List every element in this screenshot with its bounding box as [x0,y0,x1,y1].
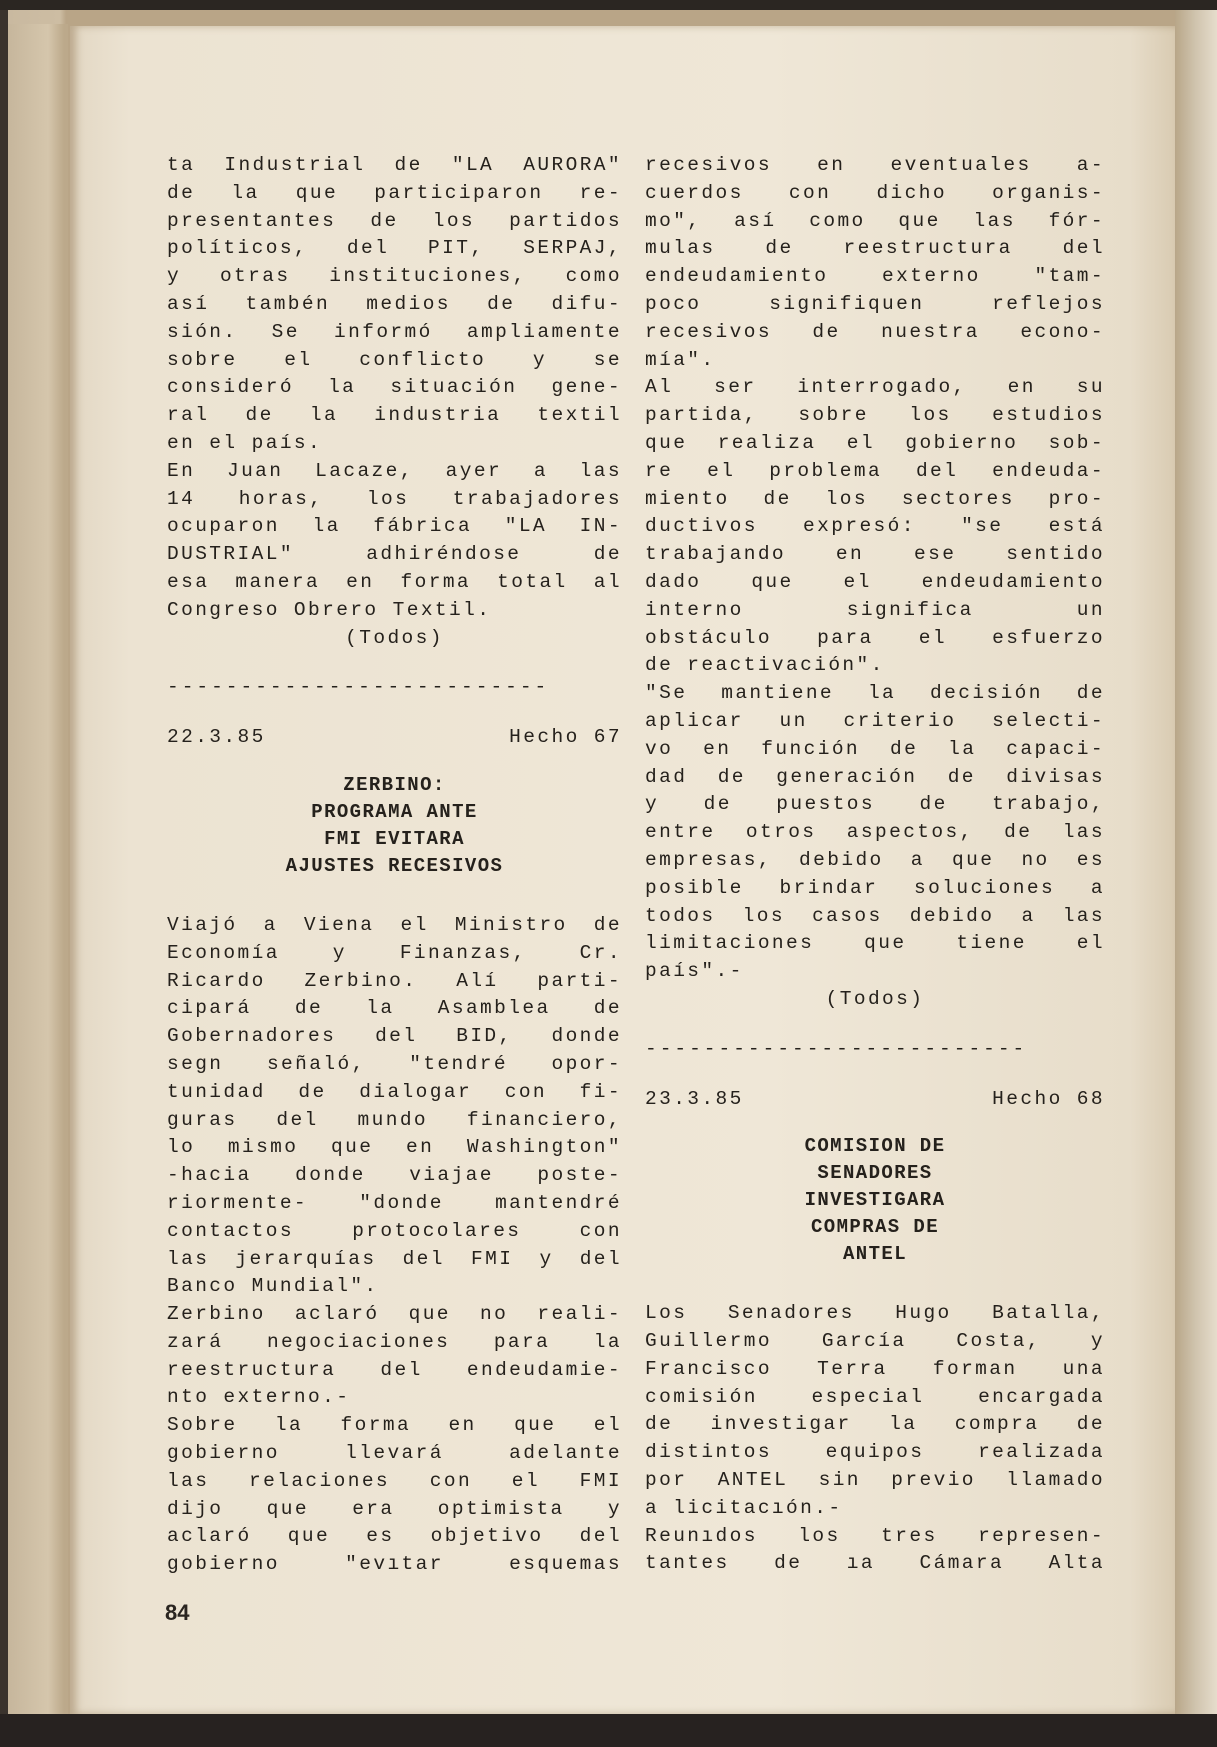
left-column [167,152,622,1579]
text-line: Economía y Finanzas, Cr. [167,941,622,964]
text-line: dijo que era optimista y [167,1497,622,1520]
headline-line: COMPRAS DE [810,1216,940,1239]
paragraph-senadores [645,1300,1105,1522]
divider: -------------------------- [167,676,550,699]
entry-header [645,1086,1105,1114]
text-line: que realiza el gobierno sob- [645,431,1105,454]
text-line: todos los casos debido a las [645,904,1105,927]
text-line: poco signifiquen reflejos [645,292,1105,315]
entry-header [167,724,622,752]
text-line: Congreso Obrero Textil. [167,598,492,621]
text-line: 14 horas, los trabajadores [167,487,622,510]
text-line: segn señaló, "tendré opor- [167,1052,622,1075]
text-line: dado que el endeudamiento [645,570,1105,593]
text-line: guras del mundo financiero, [167,1108,622,1131]
text-line: políticos, del PIT, SERPAJ, [167,237,622,260]
right-column [645,152,1105,1578]
text-line: mía". [645,348,716,371]
text-line: Francisco Terra forman una [645,1357,1105,1380]
paragraph-interrogado [645,374,1105,680]
text-line: reestructura del endeudamie- [167,1358,622,1381]
page-left-edge [8,24,68,1714]
text-line: tantes de ıa Cámara Alta [645,1552,1105,1575]
text-line: posible brindar soluciones a [645,876,1105,899]
text-line: aplicar un criterio selecti- [645,709,1105,732]
text-line: Viajó a Viena el Ministro de [167,913,622,936]
paragraph-fmi [167,1412,622,1579]
text-line: riormente- "donde mantendré [167,1191,622,1214]
headline-line: ANTEL [842,1243,907,1266]
text-line: consideró la situación gene- [167,376,622,399]
paragraph-lacaze [167,458,622,625]
text-line: de reactivación". [645,654,885,677]
paragraph-aurora [167,152,622,458]
text-line: distintos equipos realizada [645,1441,1105,1464]
text-line: de la que participaron re- [167,181,622,204]
headline-line: PROGRAMA ANTE [311,800,478,823]
text-line: miento de los sectores pro- [645,487,1105,510]
text-line: recesivos en eventuales a- [645,154,1105,176]
text-line: cipará de la Asamblea de [167,997,622,1020]
text-line: entre otros aspectos, de las [645,821,1105,844]
article-headline [645,1133,1105,1268]
headline-line: ZERBINO: [343,773,446,796]
text-line: re el problema del endeuda- [645,459,1105,482]
headline-line: COMISION DE [804,1135,946,1158]
text-line: mulas de reestructura del [645,237,1105,260]
text-line: las relaciones con el FMI [167,1469,622,1492]
text-line: país".- [645,960,744,983]
text-line: recesivos de nuestra econo- [645,320,1105,343]
text-line: "Se mantiene la decisión de [645,682,1105,705]
signature-todos: (Todos) [825,987,925,1010]
text-line: en el país. [167,431,323,454]
text-line: En Juan Lacaze, ayer a las [167,459,622,482]
text-line: aclaró que es objetivo del [167,1525,622,1548]
text-line: tunidad de dialogar con fi- [167,1080,622,1103]
text-line: contactos protocolares con [167,1219,622,1242]
article-headline [167,772,622,880]
text-line: comisión especial encargada [645,1385,1105,1408]
page-right-edge [1175,10,1217,1747]
text-line: lo mismo que en Washington" [167,1136,622,1159]
text-line: interno significa un [645,598,1105,621]
text-line: ta Industrial de "LA AURORA" [167,154,622,176]
paragraph-criterio [645,680,1105,986]
paragraph-negociaciones [167,1301,622,1412]
entry-date: 22.3.85 [167,726,266,749]
text-line: Guillermo García Costa, y [645,1330,1105,1353]
headline-line: AJUSTES RECESIVOS [285,854,504,877]
paragraph-recesivos [645,152,1105,374]
text-line: ocuparon la fábrica "LA IN- [167,515,622,538]
entry-number: Hecho 68 [992,1087,1105,1110]
text-line: Sobre la forma en que el [167,1414,622,1437]
text-line: y de puestos de trabajo, [645,793,1105,816]
text-line: cuerdos con dicho organis- [645,181,1105,204]
text-line: trabajando en ese sentido [645,543,1105,566]
text-line: -hacia donde viajae poste- [167,1164,622,1187]
text-line: DUSTRIAL" adhiréndose de [167,543,622,566]
text-line: por ANTEL sin previo llamado [645,1469,1105,1492]
text-line: Reunıdos los tres represen- [645,1524,1105,1547]
text-line: Al ser interrogado, en su [645,376,1105,399]
text-line: ral de la industria textil [167,404,622,427]
text-line: Zerbino aclaró que no reali- [167,1303,622,1326]
signature-todos: (Todos) [345,626,444,649]
page-number: 84 [165,1600,190,1625]
text-line: partida, sobre los estudios [645,404,1105,427]
text-line: sobre el conflicto y se [167,348,622,371]
paragraph-viena [167,912,622,1301]
text-line: las jerarquías del FMI y del [167,1247,622,1270]
text-line: vo en función de la capaci- [645,737,1105,760]
entry-number: Hecho 67 [509,726,622,749]
text-line: y otras instituciones, como [167,265,622,288]
text-line: sión. Se informó ampliamente [167,320,622,343]
text-line: Los Senadores Hugo Batalla, [645,1302,1105,1325]
headline-line: INVESTIGARA [804,1189,946,1212]
text-line: esa manera en forma total al [167,570,622,593]
text-line: empresas, debido a que no es [645,848,1105,871]
text-line: Gobernadores del BID, donde [167,1025,622,1048]
text-line: nto externo.- [167,1386,351,1409]
text-line: endeudamiento externo "tam- [645,265,1105,288]
text-line: gobierno "evıtar esquemas [167,1553,622,1576]
scan-top-border [0,0,1217,10]
text-line: Ricardo Zerbino. Alí parti- [167,969,622,992]
text-line: presentantes de los partidos [167,209,622,232]
text-line: gobierno llevará adelante [167,1442,622,1465]
text-line: obstáculo para el esfuerzo [645,626,1105,649]
text-line: dad de generación de divisas [645,765,1105,788]
text-line: a licitacıón.- [645,1496,843,1519]
headline-line: FMI EVITARA [324,827,465,850]
text-line: zará negociaciones para la [167,1330,622,1353]
headline-line: SENADORES [817,1162,933,1185]
text-line: Banco Mundial". [167,1275,379,1298]
text-line: ductivos expresó: "se está [645,515,1105,538]
text-line: mo", así como que las fór- [645,209,1105,232]
text-line: de investigar la compra de [645,1413,1105,1436]
divider: -------------------------- [645,1037,1028,1060]
scan-bottom-border [0,1714,1217,1747]
text-line: limitaciones que tiene el [645,932,1105,955]
text-line: así tambén medios de difu- [167,292,622,315]
paragraph-reunidos [645,1523,1105,1579]
entry-date: 23.3.85 [645,1087,744,1110]
